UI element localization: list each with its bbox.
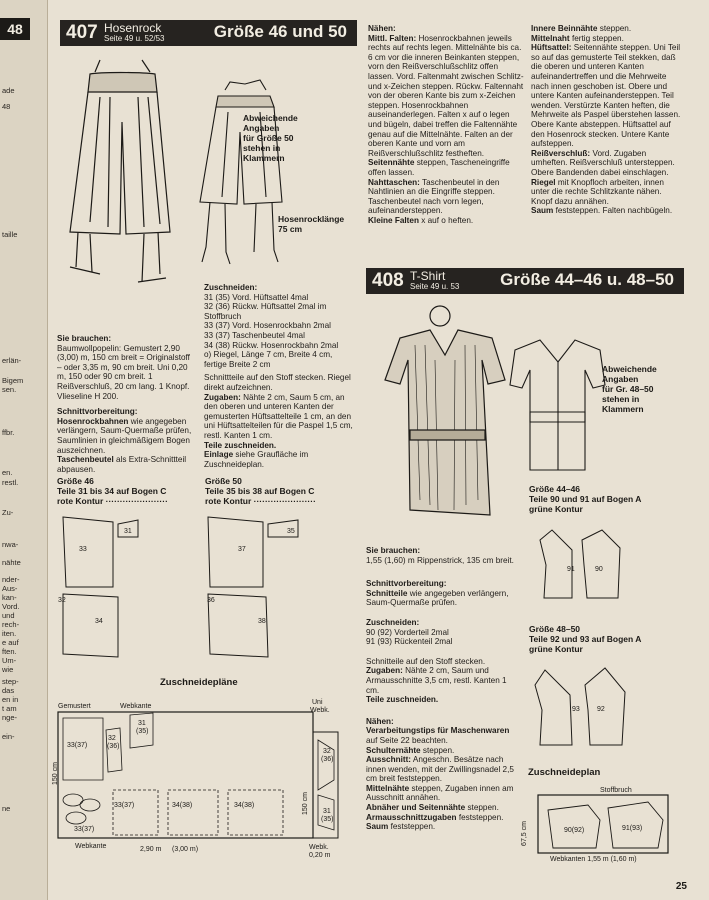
fragment-text: Aus- [2,584,18,593]
size-50-label: Größe 50 Teile 35 bis 38 auf Bogen C rote Kontur ······················ [205,476,316,506]
plan-408-width: 67,5 cm [520,821,528,846]
tshirt-pieces-44-46 [532,520,682,610]
model-sizes: Größe 46 und 50 [213,22,347,41]
fragment-text: taille [2,230,18,239]
plan-piece-4: 31 [138,720,146,727]
fragment-text: ade [2,86,15,95]
fragment-text: 48 [2,102,11,111]
plan-length: 2,90 m [140,846,162,853]
previous-page-edge [0,0,48,900]
plan-piece-6: 33(37) [114,802,135,809]
sewing-407-part2: Innere Beinnähte steppen. Mittelnaht fertig steppen. Hüftsattel: Seitennähte steppen. Uni Teil so auf das gemusterte Teil stekken, daß die oberen und unteren Kanten aufeinandertreffen und die Mehrweite nach innen geschoben ist. Obere und untere Kanten aufeinandersteppen. Teil wenden. Verstürzte Kanten heften, die Mehrweite als Paspel überstehen lassen. Obere Kante absteppen. Hüftsattel auf den Hosenrock stecken. Untere Kante aufsteppen. Reißverschluß: Vord. Zugaben umheften. Reißverschluß untersteppen. Obere Bandenden dabei einschlagen. Riegel mit Knopfloch arbeiten, innen unter die rechte Schlitzkante nähen. Knopf dazu annähen. Saum feststeppen. Falten nachbügeln. [531,24,681,216]
model-name: T-Shirt [410,269,446,283]
fragment-text: e auf [2,638,19,647]
fragment-text: sen. [2,385,17,394]
cutting-plan-408-title: Zuschneideplan [528,767,601,778]
fragment-text: nge- [2,713,18,722]
fragment-text: erlän- [2,356,22,365]
uni-piece-2: (36) [321,756,334,763]
size-note-407: Abweichende Angaben für Größe 50 stehen in Klammern [243,113,298,163]
size-note-408: Abweichende Angaben für Gr. 48–50 stehen in Klammern [602,364,657,414]
plan-length-50: (3,00 m) [172,846,199,853]
model-number: 408 [372,270,404,291]
materials-408: Sie brauchen: 1,55 (1,60) m Rippenstrick, 135 cm breit. Schnittvorbereitung: Schnitteile wie angegeben verlängern, Saum-Quermaße prüfen. Zuschneiden: 90 (92) Vorderteil 2mal 91 (93) Rückenteil 2mal Schnitteile auf den Stoff stecken. Zugaben: Nähte 2 cm, Saum und Armausschnitte 3,5 cm, restl. Kanten 1 cm. Teile zuschneiden. Nähen: Verarbeitungstips für Maschenwaren auf Seite 22 beachten. Schulternähte steppen. Ausschnitt: Angeschn. Besätze nach innen wenden, mit der Zwillingsnadel 2,5 cm breit feststeppen. Mittelnähte steppen, Zugaben innen am Ausschnitt annähen. Abnäher und Seitennähte steppen. Armausschnittzugaben feststeppen. Saum feststeppen. [366,546,514,832]
plan-408-piece-2: 91(93) [622,825,643,832]
fragment-text: en. [2,468,13,477]
fragment-text: step- [2,677,19,686]
uni-piece-4: (35) [321,816,334,823]
tshirt-pieces-48-50 [530,660,680,755]
plan-piece-3: (36) [107,743,120,750]
model-page-ref: Seite 49 u. 52/53 [104,34,165,43]
fragment-text: wie [2,665,14,674]
page-number: 25 [675,881,687,892]
piece-37: 37 [238,546,246,553]
plan-piece-9: 33(37) [74,826,95,833]
plan-fold: Stoffbruch [600,787,632,794]
plan-408-piece-1: 90(92) [564,827,585,834]
fragment-text: Bigem [2,376,24,385]
fragment-text: restl. [2,478,19,487]
fragment-text: nähte [2,558,21,567]
fragment-text: iten. [2,629,17,638]
model-number: 407 [66,22,98,43]
piece-90: 90 [595,566,603,573]
piece-92: 92 [597,706,605,713]
cutting-plan-408 [538,790,688,860]
skirt-pattern-pieces [58,512,358,662]
materials-407: Sie brauchen: Baumwollpopelin: Gemustert 2,90 (3,00) m, 150 cm breit = Originalstoff – oder 3,35 m, 90 cm breit. Uni 0,20 m, 150 oder 90 cm breit. 1 Reißverschluß, 20 cm lang. 1 Knopf. Vlieseline H 200. Schnittvorbereitung: Hosenrockbahnen wie angegeben verlängern, Saum-Quermaße prüfen, Saumlinien in gleichmäßigem Bogen auszeichnen. Taschenbeutel als Extra-Schnittteil abpausen. [57,334,192,474]
fragment-text: und [2,611,15,620]
size-48-50-label: Größe 48–50 Teile 92 und 93 auf Bogen A grüne Kontur [529,624,642,654]
piece-31: 31 [124,528,132,535]
plan-gemustert: Gemustert [58,703,91,710]
fragment-text: en in [2,695,19,704]
fragment-text: nwa- [2,540,19,549]
skirt-length: Hosenrocklänge 75 cm [278,214,345,234]
piece-35: 35 [287,528,295,535]
plan-piece-8: 34(38) [234,802,255,809]
fragment-text: kan- [2,593,17,602]
plan-piece-2: 32 [108,735,116,742]
model-sizes: Größe 44–46 u. 48–50 [500,270,674,289]
cutting-407: Zuschneiden: 31 (35) Vord. Hüftsattel 4mal 32 (36) Rückw. Hüftsattel 2mal im Stoffbruch 33 (37) Vord. Hosenrockbahn 2mal 33 (37) Taschenbeutel 4mal 34 (38) Rückw. Hosenrockbahn 2mal o) Riegel, Länge 7 cm, Breite 4 cm, fertige Breite 2 cm Schnittteile auf den Stoff stecken. Riegel direkt aufzeichnen. Zugaben: Nähte 2 cm, Saum 5 cm, an den oberen und unteren Kanten der gemusterten Hüftsattelteile 1 cm, an den uni Hüftsattelteilen für die Paspel 1,5 cm, restl. Kanten 1 cm. Teile zuschneiden. Einlage siehe Graufläche im Zuschneideplan. [204,283,353,469]
sewing-407-part1: Nähen: Mittl. Falten: Hosenrockbahnen jeweils rechts auf rechts legen. Mittelnähte bis ca. 6 cm vor die inneren Beinkanten steppen, vorn den Reißverschlußschlitz offen lassen. Vord. Faltenmaht zwischen Schlitz- und x-Zeichen steppen. Rückw. Faltennaht von der oberen Kante bis zum x-Zeichen steppen. Hosenrockbahnen auseinanderlegen. Falten x auf o legen und bügeln, dabei treffen die Faltennähte genau auf die Mittelnähte. Falten an der oberen Kante und vorn am Reißverschlußschlitz festheften. Seitennähte steppen, Tascheneingriffe offen lassen. Nahttaschen: Taschenbeutel in den Nahtlinien an die Eingriffe steppen. Taschenbeutel nach vorn legen, aufeinandersteppen. Kleine Falten x auf o heften. [368,24,524,225]
fragment-text: ffbr. [2,428,15,437]
model-name: Hosenrock [104,21,162,35]
plan-webk: Webk. [310,707,330,714]
previous-page-number: 48 [0,18,30,40]
fragment-text: ne [2,804,11,813]
fragment-text: ein- [2,732,15,741]
fragment-text: das [2,686,15,695]
plan-bottom-webkante: Webkante [75,843,107,850]
piece-32: 32 [58,597,66,604]
plan-piece-7: 34(38) [172,802,193,809]
plan-webkante: Webkante [120,703,152,710]
size-44-46-label: Größe 44–46 Teile 90 und 91 auf Bogen A grüne Kontur [529,484,642,514]
uni-piece-1: 32 [323,748,331,755]
header-407 [60,20,357,46]
fragment-text: t am [2,704,17,713]
piece-34: 34 [95,618,103,625]
fragment-text: rech- [2,620,20,629]
fragment-text: nder- [2,575,20,584]
fragment-text: Um- [2,656,17,665]
plan-piece-5: (35) [136,728,149,735]
piece-93: 93 [572,706,580,713]
cutting-plans-title: Zuschneidepläne [160,677,238,688]
piece-36: 36 [207,597,215,604]
plan-piece-1: 33(37) [67,742,88,749]
uni-piece-3: 31 [323,808,331,815]
fragment-text: Vord. [2,602,20,611]
piece-33: 33 [79,546,87,553]
uni-width: 150 cm [301,792,309,815]
plan-408-length: Webkanten 1,55 m (1,60 m) [550,856,637,863]
plan-width: 150 cm [51,762,59,785]
piece-91: 91 [567,566,575,573]
size-46-label: Größe 46 Teile 31 bis 34 auf Bogen C rote Kontur ······················ [57,476,168,506]
fragment-text: ften. [2,647,17,656]
uni-webk-bottom: Webk. [309,844,329,851]
uni-length: 0,20 m [309,852,331,859]
piece-38: 38 [258,618,266,625]
header-408 [366,268,684,294]
plan-uni: Uni [312,699,323,706]
model-page-ref: Seite 49 u. 53 [410,282,460,291]
fragment-text: Zu- [2,508,14,517]
